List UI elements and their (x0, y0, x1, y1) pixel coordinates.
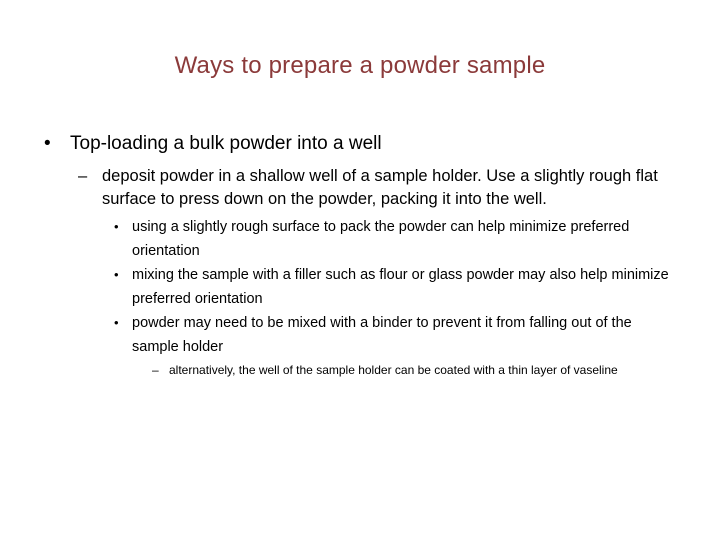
bullet-level1-item (44, 130, 674, 157)
bullet-level2-text: deposit powder in a shallow well of a sample holder. Use a slightly rough flat surface to press down on the powder, packing it into the well. (102, 167, 658, 208)
bullet-level2-item (78, 165, 658, 211)
bullet-level3-text: powder may need to be mixed with a binder to prevent it from falling out of the sample holder (132, 315, 632, 355)
bullet-level4-item (152, 361, 687, 380)
bullet-dot-icon: • (114, 267, 119, 282)
slide-body (0, 130, 720, 380)
bullet-level3-item (114, 311, 682, 359)
bullet-level3-item (114, 215, 682, 263)
bullet-dash-icon: – (152, 363, 159, 377)
bullet-level3-item (114, 263, 682, 311)
bullet-level3-list (0, 215, 720, 359)
bullet-dot-icon: • (114, 219, 119, 234)
bullet-dash-icon: – (78, 167, 88, 185)
bullet-dot-icon: • (44, 133, 51, 154)
slide-title: Ways to prepare a powder sample (174, 52, 546, 79)
bullet-level1-text: Top-loading a bulk powder into a well (70, 133, 382, 154)
bullet-level3-text: using a slightly rough surface to pack the powder can help minimize preferred orientation (132, 219, 630, 259)
bullet-level3-text: mixing the sample with a filler such as flour or glass powder may also help minimize preferred orientation (132, 267, 669, 307)
bullet-dot-icon: • (114, 315, 119, 330)
bullet-level4-text: alternatively, the well of the sample holder can be coated with a thin layer of vaseline (169, 363, 618, 377)
